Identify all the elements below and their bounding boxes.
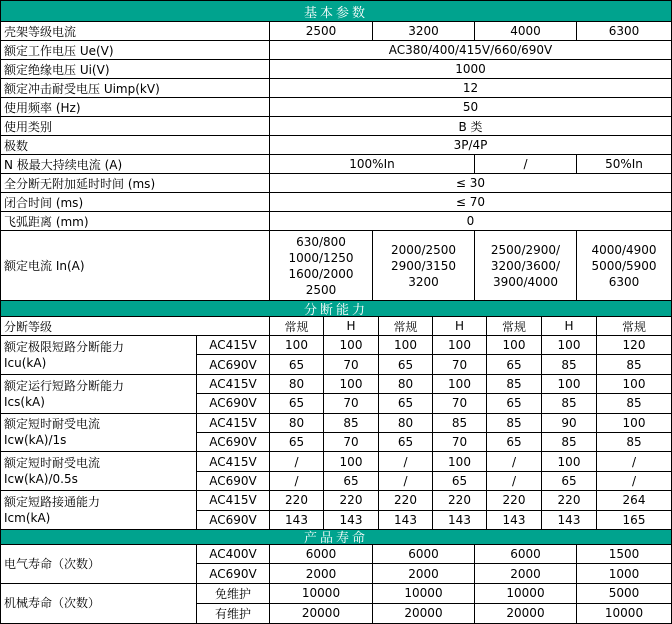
param-name: 额定极限短路分断能力 bbox=[4, 339, 125, 354]
column-header: H bbox=[324, 317, 379, 335]
param-values bbox=[197, 545, 671, 583]
cell-value: 90 bbox=[542, 414, 597, 432]
table-row bbox=[197, 394, 671, 412]
cell-value: AC380/400/415V/660/690V bbox=[388, 43, 553, 57]
condition-label: 有维护 bbox=[197, 604, 270, 623]
condition-label: AC415V bbox=[197, 452, 270, 470]
cell-value: 85 bbox=[542, 355, 597, 373]
cell-value: 10000 bbox=[270, 584, 373, 603]
cell-value: 80 bbox=[270, 375, 324, 393]
cell-value: 85 bbox=[324, 414, 379, 432]
condition-label: AC415V bbox=[197, 375, 270, 393]
table-row bbox=[197, 491, 671, 510]
cell-value: 20000 bbox=[475, 604, 577, 623]
cell-line: 630/800 bbox=[296, 234, 346, 249]
cell-value: 100 bbox=[433, 452, 487, 470]
row-label: 使用频率 (Hz) bbox=[1, 98, 270, 116]
table-row bbox=[197, 433, 671, 451]
cell-value: 100 bbox=[324, 452, 379, 470]
cell-line: 3900/4000 bbox=[492, 274, 559, 289]
row-label: 全分断无附加延时时间 (ms) bbox=[1, 174, 270, 192]
cell-value: 85 bbox=[626, 396, 642, 411]
cell-line: 2500/2900/ bbox=[490, 242, 561, 257]
cell-value: 65 bbox=[324, 472, 379, 490]
cell-value: 85 bbox=[626, 357, 642, 372]
param-block-ics bbox=[1, 375, 671, 414]
cell-value: 100 bbox=[324, 375, 379, 393]
param-block-icw-1s bbox=[1, 414, 671, 453]
cell-value: 20000 bbox=[270, 604, 373, 623]
cell-value bbox=[270, 231, 373, 300]
table-row bbox=[197, 584, 671, 604]
param-unit: Icm(kA) bbox=[4, 511, 51, 526]
cell-value: 80 bbox=[270, 414, 324, 432]
cell-value: 85 bbox=[542, 433, 597, 451]
cell-value: / bbox=[475, 155, 577, 173]
table-row bbox=[197, 336, 671, 355]
cell-line: 2500 bbox=[305, 282, 337, 297]
table-row bbox=[1, 98, 671, 117]
cell-value: 70 bbox=[433, 394, 487, 412]
row-label: 额定电流 In(A) bbox=[1, 231, 270, 300]
cell-value: 143 bbox=[324, 511, 379, 529]
cell-value: 220 bbox=[542, 491, 597, 509]
table-row bbox=[1, 136, 671, 155]
table-row bbox=[1, 22, 671, 41]
cell-value: 50%In bbox=[605, 157, 643, 171]
row-label: 极数 bbox=[1, 136, 270, 154]
cell-value bbox=[475, 231, 577, 300]
cell-value: 264 bbox=[622, 493, 646, 508]
condition-label: 免维护 bbox=[197, 584, 270, 603]
cell-value: 70 bbox=[324, 394, 379, 412]
cell-line: 1600/2000 bbox=[288, 266, 354, 281]
cell-value: 70 bbox=[433, 433, 487, 451]
cell-value: 0 bbox=[466, 214, 475, 228]
section-header-breaking: 分断能力 bbox=[1, 301, 671, 317]
table-row bbox=[197, 511, 671, 529]
cell-value: 85 bbox=[487, 375, 542, 393]
cell-line: 4000/4900 bbox=[591, 242, 657, 257]
cell-value: 220 bbox=[487, 491, 542, 509]
cell-line: 6300 bbox=[608, 274, 640, 289]
cell-value: / bbox=[270, 472, 324, 490]
column-header: H bbox=[542, 317, 597, 335]
cell-value: 100 bbox=[542, 336, 597, 354]
row-label: 额定冲击耐受电压 Uimp(kV) bbox=[1, 79, 270, 97]
cell-value: / bbox=[487, 472, 542, 490]
cell-value: 100 bbox=[542, 452, 597, 470]
table-row bbox=[1, 212, 671, 231]
cell-value: 85 bbox=[487, 414, 542, 432]
condition-label: AC690V bbox=[197, 472, 270, 490]
cell-value: 80 bbox=[379, 375, 433, 393]
cell-value: 65 bbox=[270, 355, 324, 373]
cell-value: 10000 bbox=[604, 606, 644, 621]
cell-value: 143 bbox=[270, 511, 324, 529]
cell-value: 20000 bbox=[373, 604, 475, 623]
param-block-icm bbox=[1, 491, 671, 530]
cell-value: 10000 bbox=[373, 584, 475, 603]
condition-label: AC690V bbox=[197, 433, 270, 451]
cell-value: ≤ 30 bbox=[455, 176, 486, 190]
cell-line: 2900/3150 bbox=[390, 258, 457, 273]
row-label: 飞弧距离 (mm) bbox=[1, 212, 270, 230]
section-header-life: 产品寿命 bbox=[1, 530, 671, 545]
cell-value: 10000 bbox=[475, 584, 577, 603]
cell-value bbox=[373, 231, 475, 300]
condition-label: AC690V bbox=[197, 511, 270, 529]
cell-value: 85 bbox=[542, 394, 597, 412]
param-label bbox=[1, 545, 197, 583]
column-header: 常规 bbox=[487, 317, 542, 335]
cell-value: ≤ 70 bbox=[455, 195, 486, 209]
param-label bbox=[1, 375, 197, 413]
condition-label: AC400V bbox=[197, 545, 270, 564]
cell-value: 143 bbox=[379, 511, 433, 529]
cell-value: 120 bbox=[622, 338, 646, 353]
cell-value: 2000 bbox=[373, 564, 475, 583]
row-label: 额定绝缘电压 Ui(V) bbox=[1, 60, 270, 78]
cell-value: / bbox=[379, 452, 433, 470]
table-row bbox=[197, 375, 671, 394]
section-header-basic: 基本参数 bbox=[1, 1, 671, 22]
cell-value: 65 bbox=[270, 394, 324, 412]
cell-value: 100 bbox=[379, 336, 433, 354]
param-values bbox=[197, 414, 671, 452]
cell-value: 70 bbox=[324, 433, 379, 451]
cell-value: / bbox=[631, 454, 637, 469]
cell-value: 100 bbox=[324, 336, 379, 354]
cell-value: 6000 bbox=[270, 545, 373, 564]
condition-label: AC690V bbox=[197, 355, 270, 373]
param-name: 额定短路接通能力 bbox=[4, 495, 101, 510]
param-name: 额定短时耐受电流 bbox=[4, 456, 101, 471]
cell-value: 100 bbox=[622, 377, 646, 391]
cell-value: 65 bbox=[379, 433, 433, 451]
table-row bbox=[197, 545, 671, 565]
table-row bbox=[1, 317, 671, 336]
param-label bbox=[1, 336, 197, 374]
cell-value: 65 bbox=[487, 394, 542, 412]
cell-value bbox=[577, 231, 671, 300]
table-row bbox=[197, 355, 671, 373]
condition-label: AC690V bbox=[197, 564, 270, 583]
param-unit: Icw(kA)/1s bbox=[4, 433, 67, 448]
cell-line: 3200 bbox=[408, 274, 439, 289]
row-label: 壳架等级电流 bbox=[1, 22, 270, 40]
param-label bbox=[1, 584, 197, 623]
cell-value: 3P/4P bbox=[453, 138, 488, 152]
cell-value: 5000 bbox=[608, 586, 640, 601]
cell-value: 2000 bbox=[475, 564, 577, 583]
cell-value: 6000 bbox=[373, 545, 475, 564]
column-header: H bbox=[433, 317, 487, 335]
cell-value: 143 bbox=[433, 511, 487, 529]
cell-value: 2500 bbox=[270, 22, 373, 40]
cell-value: 1000 bbox=[608, 566, 640, 581]
cell-value: 100 bbox=[433, 375, 487, 393]
condition-label: AC690V bbox=[197, 394, 270, 412]
table-row bbox=[1, 174, 671, 193]
cell-value: / bbox=[487, 452, 542, 470]
row-label: 闭合时间 (ms) bbox=[1, 193, 270, 211]
cell-value: 50 bbox=[462, 100, 479, 114]
cell-value: 70 bbox=[433, 355, 487, 373]
param-block-electrical-life bbox=[1, 545, 671, 584]
cell-value: 100 bbox=[542, 375, 597, 393]
column-header: 常规 bbox=[379, 317, 433, 335]
param-unit: Ics(kA) bbox=[4, 394, 45, 409]
cell-value: 100%In bbox=[270, 155, 475, 173]
cell-value: 143 bbox=[542, 511, 597, 529]
cell-value: 12 bbox=[462, 81, 479, 95]
table-row bbox=[1, 79, 671, 98]
table-row bbox=[197, 414, 671, 433]
cell-value: 4000 bbox=[475, 22, 577, 40]
cell-line: 5000/5900 bbox=[591, 258, 657, 273]
cell-value: 100 bbox=[270, 336, 324, 354]
param-name: 电气寿命（次数） bbox=[4, 556, 101, 571]
cell-value: 6000 bbox=[475, 545, 577, 564]
cell-value: 65 bbox=[542, 472, 597, 490]
row-label: 额定工作电压 Ue(V) bbox=[1, 41, 270, 59]
param-block-icw-05s bbox=[1, 452, 671, 491]
cell-line: 1000/1250 bbox=[288, 250, 354, 265]
cell-value: 220 bbox=[324, 491, 379, 509]
param-block-icu bbox=[1, 336, 671, 375]
cell-value: B 类 bbox=[458, 119, 483, 134]
cell-value: / bbox=[270, 452, 324, 470]
table-row bbox=[1, 60, 671, 79]
row-label: N 极最大持续电流 (A) bbox=[1, 155, 270, 173]
cell-line: 3200/3600/ bbox=[490, 258, 561, 273]
param-values bbox=[197, 336, 671, 374]
cell-value: 220 bbox=[379, 491, 433, 509]
param-values bbox=[197, 375, 671, 413]
cell-value: 85 bbox=[433, 414, 487, 432]
param-values bbox=[197, 452, 671, 490]
param-name: 额定运行短路分断能力 bbox=[4, 378, 125, 393]
column-header: 常规 bbox=[270, 317, 324, 335]
cell-value: 80 bbox=[379, 414, 433, 432]
row-label: 使用类别 bbox=[1, 117, 270, 135]
cell-value: 65 bbox=[487, 355, 542, 373]
table-row bbox=[197, 604, 671, 623]
cell-value: 6300 bbox=[608, 24, 640, 38]
cell-value: 65 bbox=[270, 433, 324, 451]
cell-value: 3200 bbox=[373, 22, 475, 40]
table-row bbox=[1, 117, 671, 136]
param-unit: Icu(kA) bbox=[4, 355, 47, 370]
cell-value: 65 bbox=[433, 472, 487, 490]
cell-value: 100 bbox=[487, 336, 542, 354]
param-label bbox=[1, 491, 197, 529]
cell-value: / bbox=[631, 474, 637, 488]
table-row bbox=[1, 155, 671, 174]
table-row bbox=[197, 472, 671, 490]
table-row bbox=[197, 452, 671, 471]
cell-line: 2000/2500 bbox=[390, 242, 457, 257]
cell-value: 65 bbox=[487, 433, 542, 451]
cell-value: 165 bbox=[622, 512, 646, 527]
cell-value: / bbox=[379, 472, 433, 490]
param-values bbox=[197, 491, 671, 529]
param-block-mechanical-life bbox=[1, 584, 671, 623]
param-name: 额定短时耐受电流 bbox=[4, 417, 101, 432]
cell-value: 100 bbox=[433, 336, 487, 354]
table-row bbox=[1, 41, 671, 60]
row-label: 分断等级 bbox=[1, 317, 270, 335]
cell-value: 1000 bbox=[455, 62, 486, 76]
table-row bbox=[1, 231, 671, 301]
condition-label: AC415V bbox=[197, 414, 270, 432]
condition-label: AC415V bbox=[197, 491, 270, 509]
table-row bbox=[197, 564, 671, 583]
column-header: 常规 bbox=[621, 319, 646, 334]
cell-value: 1500 bbox=[608, 547, 640, 562]
table-row bbox=[1, 193, 671, 212]
param-values bbox=[197, 584, 671, 623]
cell-value: 143 bbox=[487, 511, 542, 529]
cell-value: 70 bbox=[324, 355, 379, 373]
param-name: 机械寿命（次数） bbox=[4, 596, 101, 611]
param-label bbox=[1, 452, 197, 490]
cell-value: 2000 bbox=[270, 564, 373, 583]
param-label bbox=[1, 414, 197, 452]
condition-label: AC415V bbox=[197, 336, 270, 354]
cell-value: 100 bbox=[622, 415, 646, 430]
param-unit: Icw(kA)/0.5s bbox=[4, 472, 78, 487]
cell-value: 85 bbox=[626, 435, 642, 450]
cell-value: 220 bbox=[270, 491, 324, 509]
cell-value: 220 bbox=[433, 491, 487, 509]
cell-value: 65 bbox=[379, 394, 433, 412]
cell-value: 65 bbox=[379, 355, 433, 373]
